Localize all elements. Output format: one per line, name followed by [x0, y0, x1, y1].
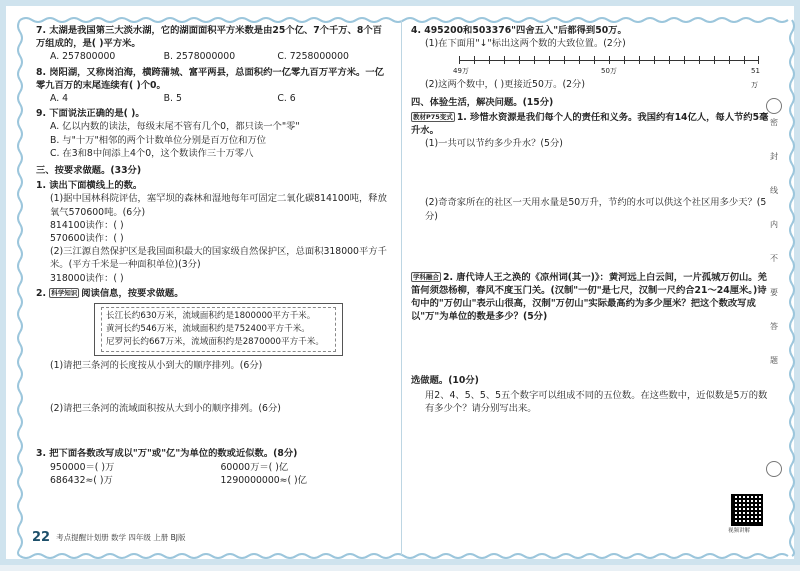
option-a[interactable]: A. 4	[50, 93, 69, 105]
option-b[interactable]: B. 2578000000	[163, 51, 236, 63]
question-8-text: 8. 岗阳湖，又称岗泊海，横跨蒲城、富平两县，总面积约一亿零九百万平方米。一亿零九百万的末尾连续有( )个0。	[36, 66, 384, 91]
science-tag: 科学知识	[51, 289, 78, 298]
tick-mark	[654, 56, 655, 64]
problem-3	[36, 447, 391, 487]
estimate-a[interactable]: 950000＝( )万	[50, 461, 115, 473]
left-column	[36, 24, 391, 489]
estimate-c[interactable]: 686432≈( )万	[50, 474, 113, 486]
problem-2	[36, 287, 391, 446]
seal-char: 答	[770, 322, 778, 331]
tick-mark	[729, 56, 730, 64]
life-problem-1-part-1: (1)一共可以节约多少升水？(5分)	[425, 138, 563, 150]
life-problem-2-body: 2. 唐代诗人王之涣的《凉州词(其一)》：黄河远上白云间，一片孤城万仞山。羌笛何须怨杨柳，春风不度玉门关。(汉制"一仞"是七尺，汉制一尺约合21～24厘米。)诗句中的"万仞山"表示山很高，汉制"万仞山"实际最高约为多少厘米？把这个数改写成以"万"为单位的数是多少？(5分)	[411, 271, 767, 323]
seal-char: 密	[770, 118, 778, 127]
binding-hole-icon	[766, 461, 782, 477]
estimate-d[interactable]: 1290000000≈( )亿	[220, 474, 307, 486]
option-a[interactable]: A. 257800000	[50, 51, 116, 63]
problem-2-part-2: (2)请把三条河的流域面积按从大到小的顺序排列。(6分)	[50, 403, 281, 415]
answer-space[interactable]	[411, 223, 773, 269]
life-problem-2	[411, 271, 773, 370]
tick-mark	[639, 56, 640, 64]
river-info-line: 尼罗河长约667万米，流域面积约是2870000平方千米。	[106, 337, 324, 348]
life-problem-1-body: 1. 珍惜水资源是我们每个人的责任和义务。我国约有14亿人，每人节约5毫升水。	[411, 111, 769, 137]
right-column	[411, 24, 773, 417]
life-problem-1-text	[411, 111, 773, 137]
problem-4	[411, 24, 773, 92]
seal-line-notice	[768, 106, 780, 378]
problem-3-title: 3. 把下面各数改写成以"万"或"亿"为单位的数或近似数。(8分)	[36, 448, 298, 460]
textbook-tag: 教材P75变式	[413, 113, 453, 122]
page-footer	[32, 530, 186, 545]
reading-answer-2[interactable]: 570600读作：( )	[50, 233, 124, 245]
tick-mark	[504, 56, 505, 64]
tick-mark	[714, 56, 715, 64]
tick-mark	[758, 56, 759, 64]
option-c[interactable]: C. 7258000000	[277, 51, 349, 63]
optional-problem-text: 用2、4、5、5、5五个数字可以组成不同的五位数。在这些数中，近似数是5万的数有多少个？请分别写出来。	[425, 389, 768, 415]
qr-code-icon[interactable]	[731, 494, 763, 526]
tick-mark	[564, 56, 565, 64]
question-8-options	[36, 92, 391, 105]
tick-mark	[744, 56, 745, 64]
subject-fusion-tag: 学科融合	[413, 273, 439, 282]
tick-mark	[684, 56, 685, 64]
question-9	[36, 107, 391, 160]
tick-mark	[609, 56, 610, 64]
option-b[interactable]: B. 与"十万"相邻的两个计数单位分别是百万位和万位	[50, 134, 267, 146]
tick-mark	[549, 56, 550, 64]
life-problem-1-part-2: (2)奇奇家所在的社区一天用水量是50万升，节约的水可以供这个社区用多少天？(5分)	[425, 197, 767, 222]
tick-label: 50万	[601, 67, 617, 76]
river-info-box	[94, 303, 343, 356]
answer-space[interactable]	[36, 415, 391, 445]
tick-label: 49万	[453, 67, 469, 76]
column-divider	[401, 20, 402, 555]
reading-answer-3[interactable]: 318000读作：( )	[50, 272, 124, 284]
tick-mark	[534, 56, 535, 64]
binding-hole-icon	[766, 98, 782, 114]
seal-char: 封	[770, 152, 778, 161]
river-info-line: 长江长约630万米，流域面积约是1800000平方千米。	[106, 311, 316, 322]
question-7-options	[36, 50, 391, 63]
problem-4-part-2[interactable]: (2)这两个数中，( )更接近50万。(2分)	[425, 79, 585, 91]
life-problem-1	[411, 111, 773, 269]
option-c[interactable]: C. 6	[277, 93, 296, 105]
answer-space[interactable]	[411, 150, 773, 196]
section-optional-title: 选做题。(10分)	[411, 374, 479, 386]
estimate-row-2	[36, 474, 391, 487]
seal-char: 内	[770, 220, 778, 229]
seal-char: 线	[770, 186, 778, 195]
seal-char: 不	[770, 254, 778, 263]
reading-answer-1[interactable]: 814100读作：( )	[50, 219, 124, 231]
river-info-inner	[101, 307, 336, 352]
tick-mark	[519, 56, 520, 64]
page-number: 22	[32, 530, 51, 545]
question-9-text: 9. 下面说法正确的是( )。	[36, 108, 145, 120]
estimate-row-1	[36, 461, 391, 474]
section-4-title: 四、体验生活，解决问题。(15分)	[411, 96, 554, 108]
option-a[interactable]: A. 亿以内数的读法，每级末尾不管有几个0，都只读一个"零"	[50, 121, 300, 133]
tick-label: 51万	[751, 67, 760, 89]
tick-mark	[489, 56, 490, 64]
option-b[interactable]: B. 5	[163, 93, 182, 105]
question-8	[36, 66, 391, 106]
problem-2-title: 2. 科学知识 阅读信息，按要求做题。	[36, 287, 184, 299]
tick-mark	[474, 56, 475, 64]
tick-mark	[459, 56, 460, 64]
estimate-b[interactable]: 60000万＝( )亿	[220, 461, 289, 473]
tick-mark	[579, 56, 580, 64]
tick-mark	[624, 56, 625, 64]
problem-1	[36, 179, 391, 285]
problem-1-part-2: (2)三江源自然保护区是我国面积最大的国家级自然保护区，总面积318000平方千米。(平方千米是一种面积单位)(3分)	[50, 246, 387, 271]
problem-2-part-1: (1)请把三条河的长度按从小到大的顺序排列。(6分)	[50, 360, 263, 372]
seal-char: 题	[770, 356, 778, 365]
qr-caption: 视频讲解	[728, 528, 751, 534]
section-3-title: 三、按要求做题。(33分)	[36, 165, 142, 177]
problem-4-title: 4. 495200和503376"四舍五入"后都得到50万。	[411, 25, 627, 36]
answer-space[interactable]	[411, 324, 773, 370]
answer-space[interactable]	[36, 372, 391, 402]
life-problem-2-text	[411, 271, 773, 324]
problem-4-part-1: (1)在下面用"↓"标出这两个数的大致位置。(2分)	[425, 38, 626, 50]
problem-2-title-text: 阅读信息，按要求做题。	[81, 287, 184, 299]
tick-mark	[669, 56, 670, 64]
tick-mark	[594, 56, 595, 64]
option-c[interactable]: C. 在3和8中间添上4个0，这个数读作三十万零八	[50, 147, 254, 159]
river-info-line: 黄河长约546万米，流域面积约是752400平方千米。	[106, 324, 310, 335]
problem-1-part-1: (1)据中国林科院评估，塞罕坝的森林和湿地每年可固定二氧化碳814100吨，释放氧气570600吨。(6分)	[50, 193, 387, 218]
seal-char: 要	[770, 288, 778, 297]
question-7	[36, 24, 391, 64]
question-7-text: 7. 太湖是我国第三大淡水湖，它的湖面面积平方米数是由25个亿、7个千万、8个百万组成的，是( )平方米。	[36, 25, 382, 50]
footer-text: 考点提醒计划册 数学 四年级 上册 BJ版	[56, 533, 186, 542]
problem-1-title: 1. 读出下面横线上的数。	[36, 180, 143, 192]
tick-mark	[699, 56, 700, 64]
